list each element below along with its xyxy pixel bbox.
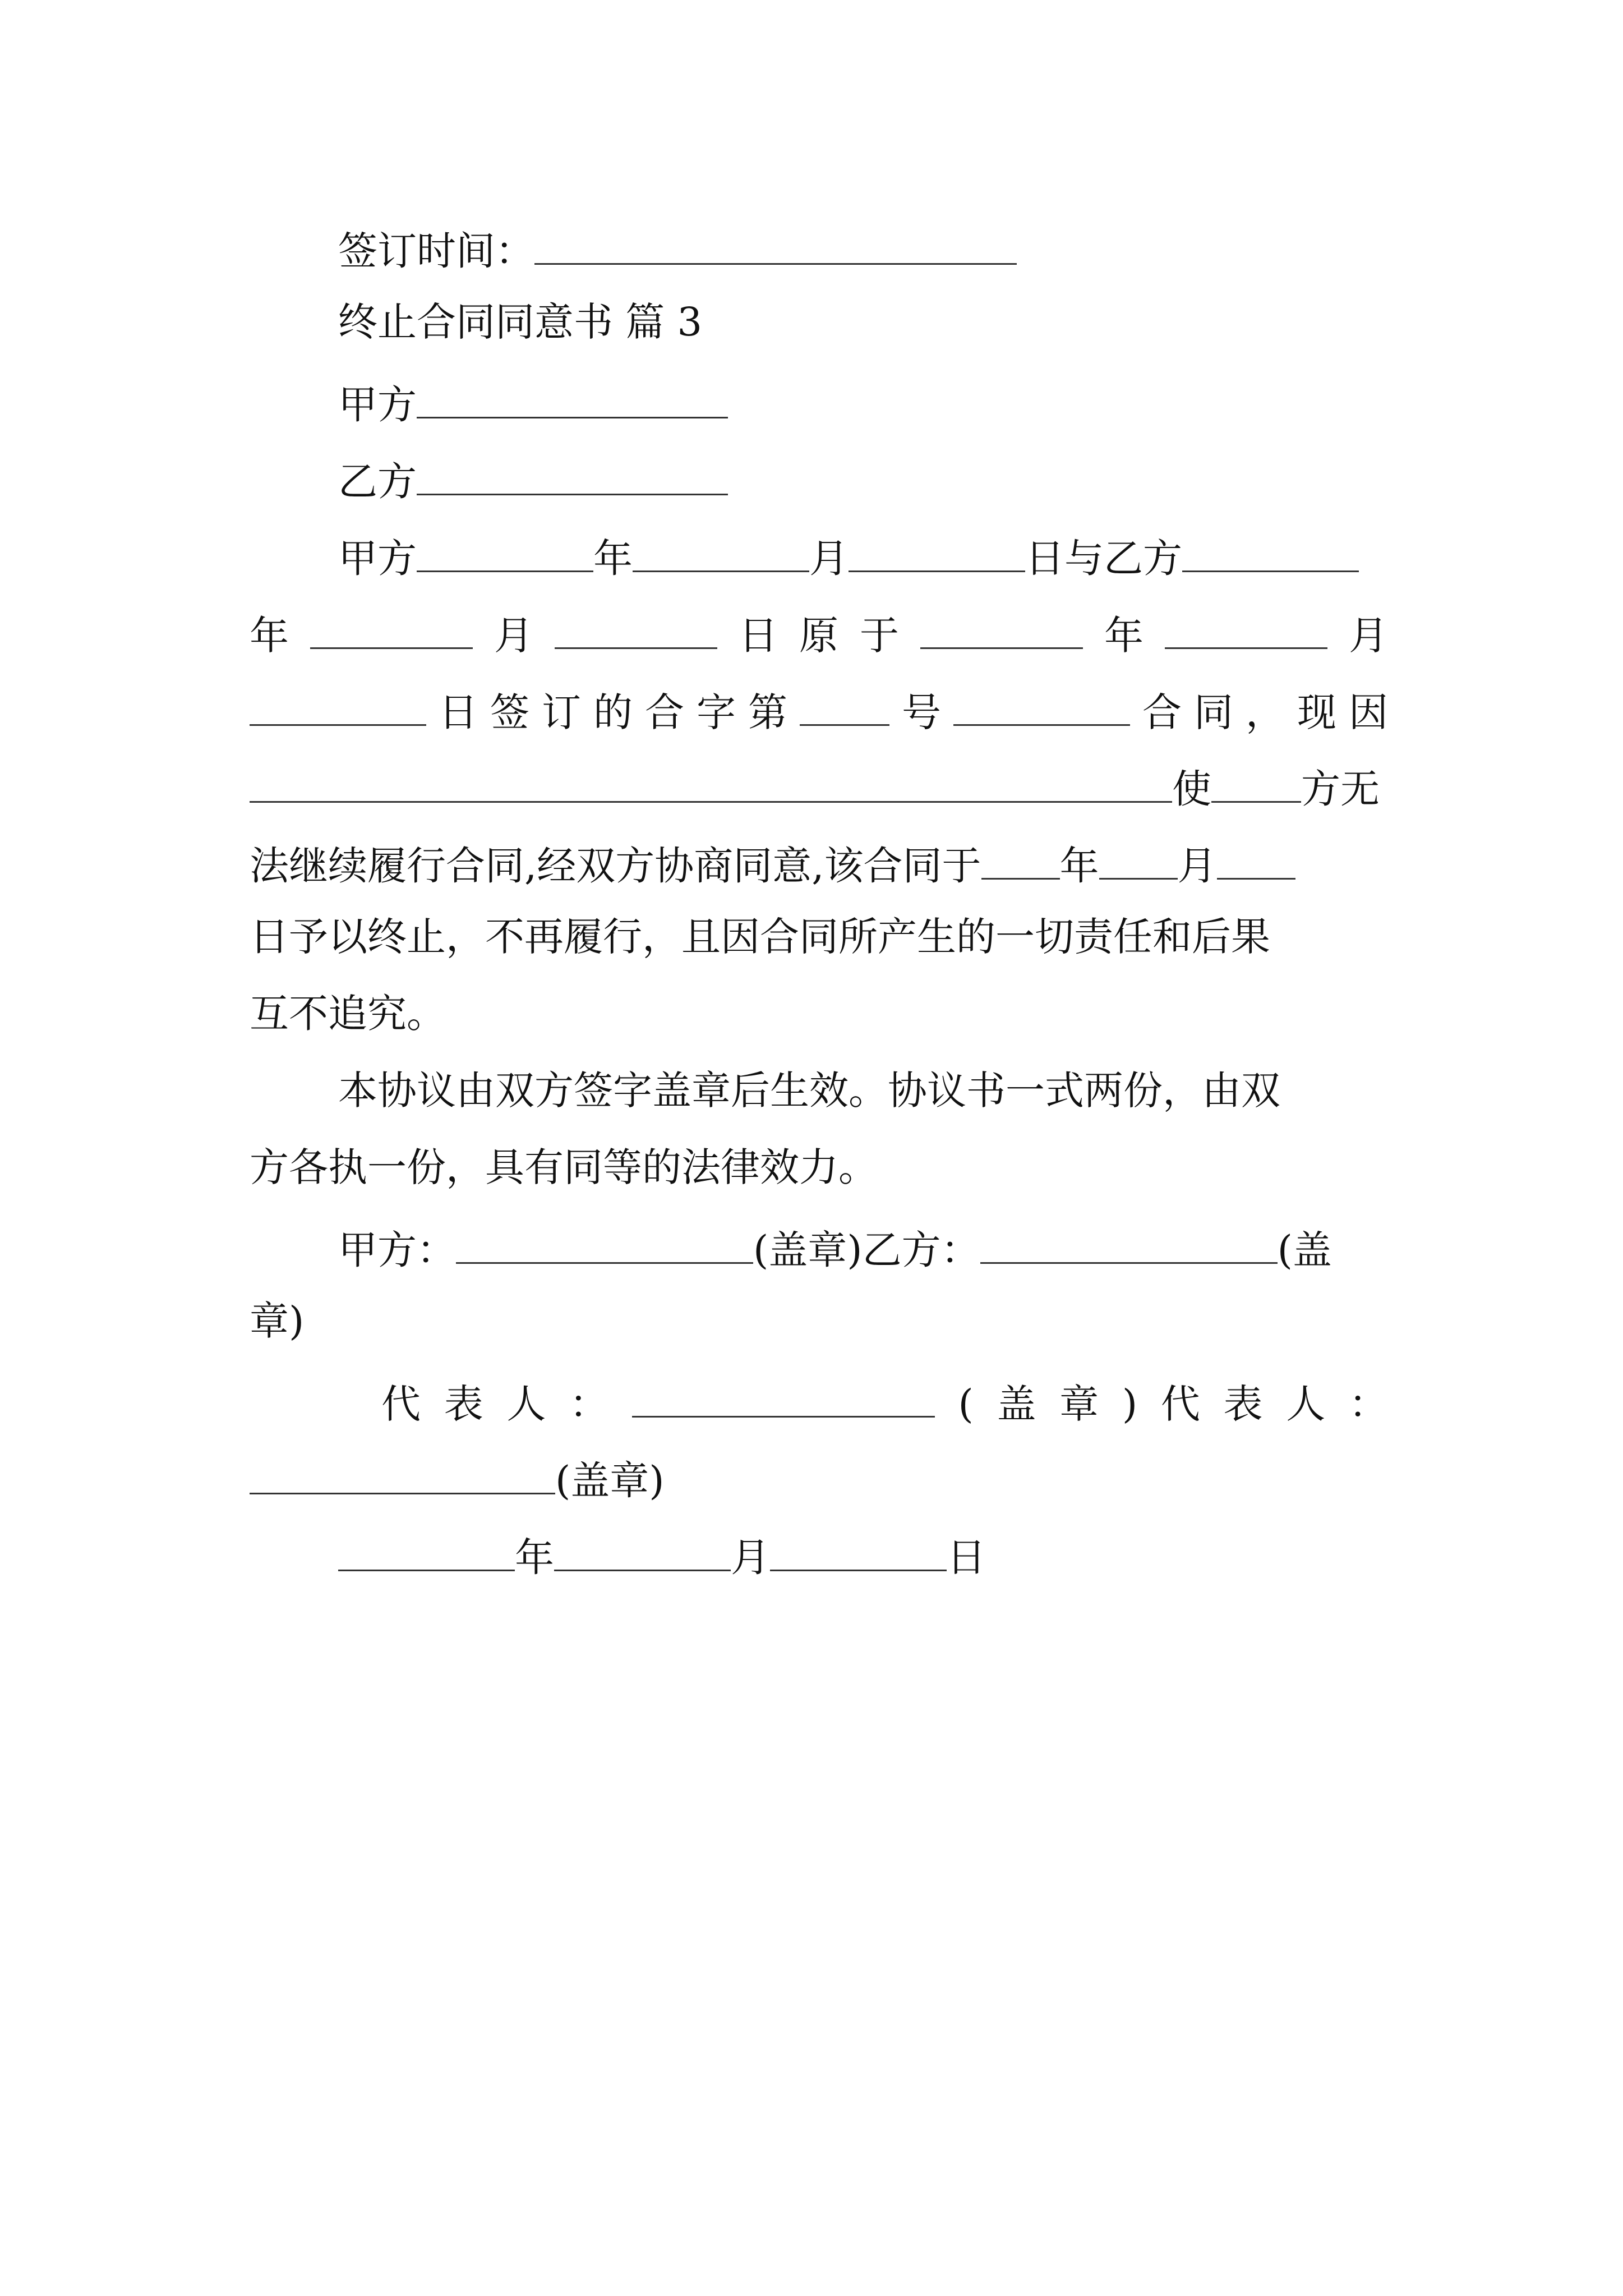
- blank-day-2[interactable]: [555, 610, 717, 649]
- date-day-label: 日: [947, 1534, 986, 1581]
- char: 字: [697, 689, 736, 735]
- party-b-label: 乙方: [338, 458, 417, 505]
- char: 合: [645, 689, 684, 735]
- blank-end-month[interactable]: [1099, 840, 1178, 880]
- para1-line1: [338, 533, 1359, 582]
- rep-b-stamp: (盖章): [555, 1457, 665, 1504]
- blank-which-party[interactable]: [1211, 763, 1301, 803]
- date-day-blank[interactable]: [770, 1532, 947, 1571]
- party-a-label: 甲方: [338, 381, 417, 428]
- blank-reason[interactable]: [250, 763, 1172, 803]
- text-continue-agreed: 法继续履行合同,经双方协商同意,该合同于: [250, 843, 981, 889]
- char: 人: [506, 1381, 546, 1427]
- blank-contract-name[interactable]: [953, 687, 1130, 726]
- char: 订: [542, 689, 581, 735]
- para1-line5: [250, 840, 1295, 889]
- char: 盖: [997, 1381, 1036, 1427]
- party-a-line: [338, 379, 728, 428]
- char: 的: [593, 689, 633, 735]
- sign-time-blank[interactable]: [534, 226, 1017, 265]
- sign-party-a-label: 甲方：: [338, 1227, 456, 1273]
- char: 于: [860, 612, 899, 659]
- char: ，: [1246, 689, 1285, 735]
- char: 章: [1059, 1381, 1099, 1427]
- char: 原: [799, 612, 838, 659]
- blank-month-3[interactable]: [1165, 610, 1327, 649]
- stamp-b-open: (盖: [1277, 1227, 1332, 1273]
- date-year-blank[interactable]: [338, 1532, 515, 1571]
- para1-line7: 互不追究。: [250, 991, 446, 1037]
- para1-line2: [250, 610, 1388, 659]
- sign-time-line: [338, 226, 1017, 274]
- sign-party-a-blank[interactable]: [456, 1225, 753, 1264]
- char: 合: [1142, 689, 1182, 735]
- party-a-blank[interactable]: [417, 379, 728, 418]
- blank-end-year[interactable]: [981, 840, 1060, 880]
- char: 日: [739, 612, 778, 659]
- sign-party-b-blank[interactable]: [980, 1225, 1278, 1264]
- char: (: [958, 1381, 974, 1427]
- party-b-blank[interactable]: [417, 456, 728, 495]
- char: ：: [1348, 1381, 1388, 1427]
- text-year: 年: [1059, 843, 1099, 889]
- char: 月: [1349, 612, 1388, 659]
- sign-party-b-label: 乙方：: [862, 1227, 980, 1273]
- text-month: 月: [809, 535, 849, 582]
- rep-b-blank[interactable]: [250, 1455, 555, 1494]
- blank-year-3[interactable]: [920, 610, 1083, 649]
- blank-trailing-1[interactable]: [1182, 533, 1359, 572]
- blank-year-1[interactable]: [417, 533, 593, 572]
- char: 表: [444, 1381, 483, 1427]
- text-party-unable: 方无: [1301, 766, 1380, 812]
- blank-day-3[interactable]: [250, 687, 426, 726]
- char: ：: [569, 1381, 609, 1427]
- blank-month-2[interactable]: [310, 610, 473, 649]
- party-b-line: [338, 456, 728, 505]
- blank-month-1[interactable]: [633, 533, 809, 572]
- text-month: 月: [1177, 843, 1217, 889]
- signature-line-cont: 章): [250, 1298, 305, 1344]
- char: 月: [494, 612, 533, 659]
- para1-line3: [250, 687, 1388, 735]
- blank-day-1[interactable]: [849, 533, 1025, 572]
- section-title: 终止合同同意书 篇 3: [338, 299, 703, 345]
- date-line: [338, 1532, 986, 1581]
- char: 表: [1223, 1381, 1263, 1427]
- blank-end-day[interactable]: [1217, 840, 1295, 880]
- text-day-with-party-b: 日与乙方: [1025, 535, 1182, 582]
- sign-time-label: 签订时间：: [338, 228, 534, 274]
- date-year-label: 年: [515, 1534, 554, 1581]
- blank-contract-number[interactable]: [800, 687, 889, 726]
- para2-line2: 方各执一份，具有同等的法律效力。: [250, 1144, 878, 1190]
- char: 代: [1160, 1381, 1200, 1427]
- char: 号: [902, 689, 941, 735]
- para2-line1: 本协议由双方签字盖章后生效。协议书一式两份，由双: [338, 1068, 1280, 1114]
- representative-line-cont: [250, 1455, 665, 1504]
- char: 第: [748, 689, 787, 735]
- representative-line: [381, 1378, 1388, 1427]
- para1-line6: 日予以终止，不再履行，且因合同所产生的一切责任和后果: [250, 914, 1270, 960]
- char: 日: [439, 689, 478, 735]
- signature-line: [338, 1225, 1332, 1273]
- text-party-a: 甲方: [338, 535, 417, 582]
- char: 代: [381, 1381, 421, 1427]
- char: 年: [250, 612, 289, 659]
- text-year: 年: [593, 535, 633, 582]
- stamp-a: (盖章): [753, 1227, 863, 1273]
- char: ): [1122, 1381, 1138, 1427]
- rep-a-blank[interactable]: [632, 1378, 935, 1418]
- date-month-label: 月: [731, 1534, 770, 1581]
- date-month-blank[interactable]: [554, 1532, 731, 1571]
- char: 签: [490, 689, 529, 735]
- char: 因: [1349, 689, 1388, 735]
- char: 年: [1104, 612, 1144, 659]
- char: 现: [1297, 689, 1336, 735]
- char: 同: [1194, 689, 1233, 735]
- char: 人: [1286, 1381, 1326, 1427]
- text-make: 使: [1172, 766, 1211, 812]
- para1-line4: [250, 763, 1380, 812]
